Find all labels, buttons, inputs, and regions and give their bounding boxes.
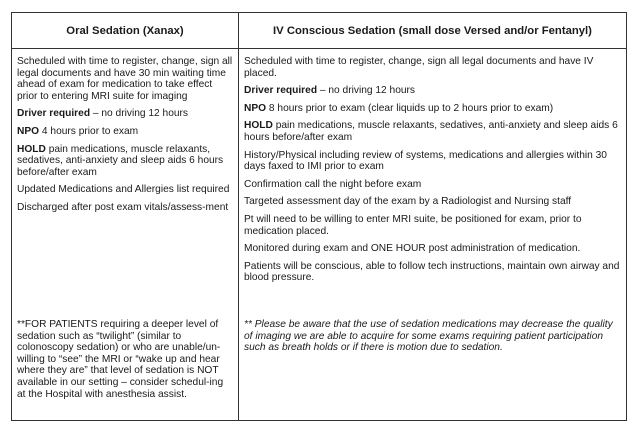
list-item: Targeted assessment day of the exam by a Radiologist and Nursing staff [244, 196, 572, 208]
list-item: History/Physical including review of systems, medications and allergies within 30 days faxed to IMI prior to exam [244, 149, 607, 173]
list-item: Scheduled with time to register, change, sign all legal documents and have 30 min waiting time ahead of exam for medication to take effect prior to entering MRI suite for imaging [17, 56, 233, 102]
list-item: Scheduled with time to register, change, sign all legal documents and have IV placed. [244, 56, 594, 79]
list-item: Updated Medications and Allergies list required [17, 184, 230, 196]
sedation-table [11, 12, 627, 421]
iv-sedation-footnote: ** Please be aware that the use of sedation medications may decrease the quality of imaging we are able to acquire for some exams requiring patient participation such as breath holds or if there is motion due to sedation. [244, 319, 613, 354]
list-item: Driver required – no driving 12 hours [244, 85, 416, 97]
list-item: HOLD pain medications, muscle relaxants, sedatives, anti-anxiety and sleep aids 6 hours before/after exam [244, 120, 618, 143]
list-item: Discharged after post exam vitals/assess-ment [17, 201, 229, 213]
iv-sedation-header: IV Conscious Sedation (small dose Versed and/or Fentanyl) [239, 13, 626, 49]
list-item: NPO 8 hours prior to exam (clear liquids up to 2 hours prior to exam) [244, 102, 554, 114]
list-item: Driver required – no driving 12 hours [17, 108, 189, 120]
list-item: Patients will be conscious, able to follow tech instructions, maintain own airway and blood pressure. [244, 260, 620, 284]
list-item: NPO 4 hours prior to exam [17, 125, 139, 137]
list-item: Confirmation call the night before exam [244, 178, 422, 190]
list-item: Monitored during exam and ONE HOUR post administration of medication. [244, 243, 581, 255]
list-item: HOLD pain medications, muscle relaxants, sedatives, anti-anxiety and sleep aids 6 hours before/after exam [17, 143, 224, 178]
oral-sedation-header: Oral Sedation (Xanax) [12, 13, 238, 49]
list-item: Pt will need to be willing to enter MRI suite, be positioned for exam, prior to medication placed. [244, 213, 582, 237]
oral-sedation-footnote: **FOR PATIENTS requiring a deeper level of sedation such as “twilight” (similar to colonoscopy sedation) or who are unable/un-willing to “see” the MRI or “wake up and hear where they are” that level of sedation is NOT available in our setting – consider schedul-ing at the Hospital with anesthesia assist. [17, 319, 224, 400]
oral-sedation-list [12, 49, 238, 214]
oral-sedation-column [12, 13, 239, 420]
iv-sedation-list [239, 49, 626, 284]
iv-sedation-column [239, 13, 626, 420]
